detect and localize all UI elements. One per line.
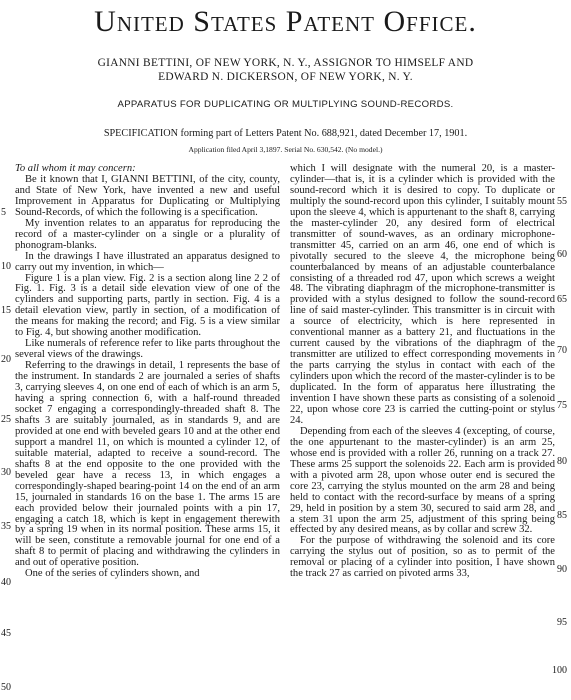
office-title-text: United States Patent Office. xyxy=(94,5,477,38)
line-number: 95 xyxy=(557,617,567,628)
inventor-line-2: EDWARD N. DICKERSON, OF NEW YORK, N. Y. xyxy=(158,71,413,83)
line-number: 75 xyxy=(557,400,567,411)
line-number: 35 xyxy=(1,521,11,532)
line-number: 70 xyxy=(557,345,567,356)
line-number: 15 xyxy=(1,305,11,316)
line-number: 65 xyxy=(557,294,567,305)
line-number: 5 xyxy=(1,207,6,218)
right-column xyxy=(290,164,555,580)
paragraph: Depending from each of the sleeves 4 (excepting, of course, the one appurtenant to the master-cylinder) is an arm 25, whose end is provided with a roller 26, running on a track 27. These arms 25 support the solenoids 22. Each arm is provided with a pivoted arm 28, upon whose outer end is secured the core 23, carrying the stylus mounted on the arm 28 and being held to contact with the record-surface by means of a spring 29, held in position by a stem 30, secured to said arm 28, and a stem 31 upon the arm 25, adjustment of this spring being effected by any desired means, as by collar and screw 32. xyxy=(290,425,555,536)
line-number: 25 xyxy=(1,414,11,425)
inventor-names xyxy=(30,56,541,84)
line-number: 20 xyxy=(1,354,11,365)
line-number: 90 xyxy=(557,564,567,575)
line-number: 50 xyxy=(1,682,11,693)
line-number: 85 xyxy=(557,510,567,521)
line-number: 30 xyxy=(1,467,11,478)
line-number: 100 xyxy=(552,665,567,676)
paragraph: One of the series of cylinders shown, and xyxy=(25,568,200,580)
paragraph: In the drawings I have illustrated an apparatus designed to carry out my invention, in which— xyxy=(15,250,280,273)
line-number: 10 xyxy=(1,261,11,272)
salutation: To all whom it may concern: xyxy=(15,163,136,174)
line-number: 40 xyxy=(1,577,11,588)
left-column xyxy=(15,164,280,580)
paragraph: For the purpose of withdrawing the solenoid and its core carrying the stylus out of position, so as to permit of the removal or placing of a cylinder into position, I have shown the track 27 as carried on pivoted arms 33, xyxy=(290,535,555,580)
paragraph: My invention relates to an apparatus for reproducing the record of a master-cylinder on a single or a plurality of phonogram-blanks. xyxy=(15,217,280,251)
line-number: 60 xyxy=(557,249,567,260)
paragraph: Be it known that I, GIANNI BETTINI, of the city, county, and State of New York, have invented a new and useful Improvement in Apparatus for Duplicating or Multiplying Sound-Records, of which the following is a specification. xyxy=(15,173,280,218)
specification-line: SPECIFICATION forming part of Letters Patent No. 688,921, dated December 17, 1901. xyxy=(103,128,468,139)
patent-subject: APPARATUS FOR DUPLICATING OR MULTIPLYING SOUND-RECORDS. xyxy=(117,99,454,110)
paragraph: Referring to the drawings in detail, 1 represents the base of the instrument. In standards 2 are journaled a series of shafts 3, carrying sleeves 4, on one end of each of which is an arm 5, having a spring connection 6, with a half-round threaded socket 7 engaging a correspondingly-threaded shaft 8. The shafts 3 are suitably journaled, as in standards 9, and are provided at one end with beveled gears 10 and at the other end support a mandrel 11, on which is mounted a cylinder 12, of suitable material, adapted to receive a sound-record. The shafts 8 at the end opposite to the one provided with the beveled gear have a recess 13, in which engages a correspondingly-shaped bearing-point 14 on the end of an arm 15, journaled in standards 16 on the base 1. The arms 15 are each provided below their journaled points with a pin 17, engaging a catch 18, which is kept in engagement therewith by a spring 19 when in its normal position. These arms 15, it will be seen, constitute a removable journal for one end of a shaft 8 to permit of placing and withdrawing the cylinders in and out of operative position. xyxy=(15,360,280,569)
paragraph: which I will designate with the numeral 20, is a master-cylinder—that is, it is a cylinder which is provided with the sound-record which it is desired to copy. To duplicate or multiply the sound-record upon this cylinder, I suitably mount upon the sleeve 4, which is appurtenant to the shaft 8, carrying the master-cylinder 20, any desired form of electrical transmitter of sound-waves, as an ordinary microphone-transmitter 45, carried on an arm 46, one end of which is pivotally secured to the sleeve 4, the microphone being counterbalanced by means of an adjustable counterbalance consisting of a threaded rod 47, upon which screws a weight 48. The vibrating diaphragm of the microphone-transmitter is provided with a stylus designed to follow the sound-record line of said master-cylinder. This transmitter is in circuit with a source of electricity, which is here represented in conventional manner as a battery 21, and fluctuations in the current caused by the vibrations of the diaphragm of the transmitter are utilized to effect corresponding movements in the parts carrying the stylus in contact with each of the cylinders upon which the record of the master-cylinder is to be duplicated. In the form of apparatus here illustrating the invention I have shown these parts as consisting of a solenoid 22, upon whose core 23 is carried the cutting-point or stylus 24. xyxy=(290,163,555,426)
paragraph: Like numerals of reference refer to like parts throughout the several views of the drawings. xyxy=(15,338,280,361)
line-number: 80 xyxy=(557,456,567,467)
line-number: 45 xyxy=(1,628,11,639)
line-number: 55 xyxy=(557,196,567,207)
office-title xyxy=(0,6,571,38)
paragraph: Figure 1 is a plan view. Fig. 2 is a section along line 2 2 of Fig. 1. Fig. 3 is a detail side elevation view of one of the cylinders and supporting parts, partly in section. Fig. 4 is a detail elevation view, partly in section, of a modification of the means for making the record; and Fig. 5 is a view similar to Fig. 4, but showing another modification. xyxy=(15,272,280,339)
application-line: Application filed April 3,1897. Serial No. 630,542. (No model.) xyxy=(188,145,383,154)
inventor-line-1: GIANNI BETTINI, OF NEW YORK, N. Y., ASSIGNOR TO HIMSELF AND xyxy=(97,57,474,69)
